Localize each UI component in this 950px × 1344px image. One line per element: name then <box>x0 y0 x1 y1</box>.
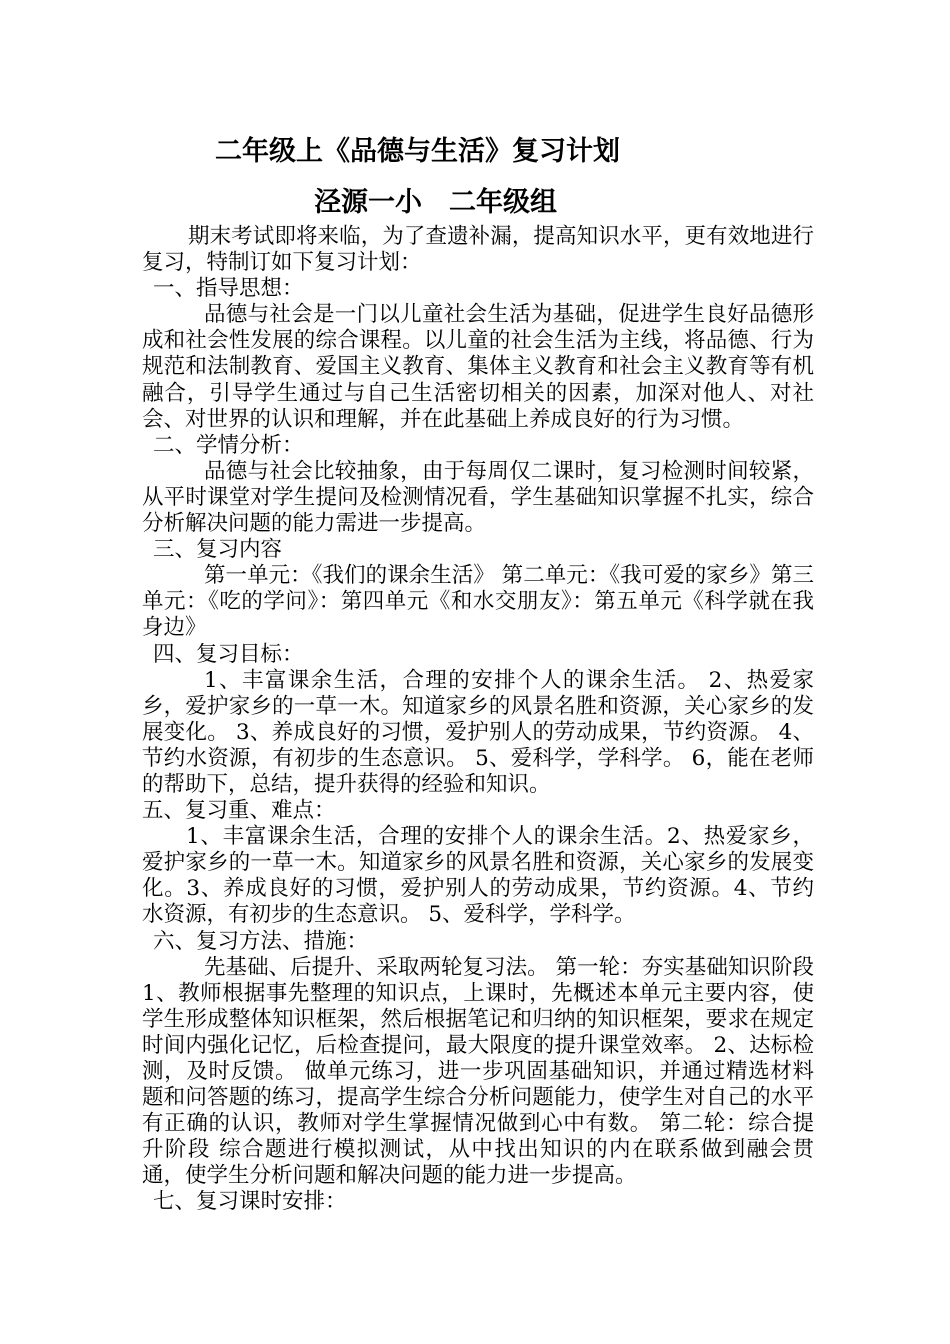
section-text-student-analysis: 品德与社会比较抽象，由于每周仅二课时，复习检测时间较紧，从平时课堂对学生提问及检测情况看，学生基础知识掌握不扎实，综合分析解决问题的能力需进一步提高。 <box>142 458 814 537</box>
section-heading-schedule: 七、复习课时安排： <box>153 1189 347 1215</box>
section-heading-guiding-idea: 一、指导思想： <box>153 276 304 302</box>
section-text-methods: 先基础、后提升、采取两轮复习法。 第一轮：夯实基础知识阶段 1、教师根据事先整理的知识点，上课时，先概述本单元主要内容，使学生形成整体知识框架，然后根据笔记和归纳的知识框架，要求在规定时间内强化记忆，后检查提问，最大限度的提升课堂效率。 2、达标检测，及时反馈。 做单元练习，进一步巩固基础知识，并通过精选材料题和问答题的练习，提高学生综合分析问题能力，使学生对自己的水平有正确的认识，教师对学生掌握情况做到心中有数。 第二轮：综合提升阶段 综合题进行模拟测试，从中找出知识的内在联系做到融会贯通，使学生分析问题和解决问题的能力进一步提高。 <box>142 954 814 1189</box>
document-title: 二年级上《品德与生活》复习计划 <box>215 136 620 167</box>
section-text-review-goals: 1、丰富课余生活，合理的安排个人的课余生活。 2、热爱家乡，爱护家乡的一草一木。知道家乡的风景名胜和资源，关心家乡的发展变化。 3、养成良好的习惯，爱护别人的劳动成果，节约资源。 4、节约水资源，有初步的生态意识。 5、爱科学，学科学。 6，能在老师的帮助下，总结，提升获得的经验和知识。 <box>142 667 814 797</box>
section-text-review-content: 第一单元：《我们的课余生活》 第二单元：《我可爱的家乡》第三单元：《吃的学问》：第四单元《和水交朋友》：第五单元《科学就在我身边》 <box>142 563 814 641</box>
section-heading-review-goals: 四、复习目标： <box>153 641 304 667</box>
section-heading-review-content: 三、复习内容 <box>153 537 283 563</box>
document-body <box>142 224 814 1216</box>
section-heading-student-analysis: 二、学情分析： <box>153 432 304 458</box>
section-text-guiding-idea: 品德与社会是一门以儿童社会生活为基础，促进学生良好品德形成和社会性发展的综合课程。以儿童的社会生活为主线，将品德、行为规范和法制教育、爱国主义教育、集体主义教育和社会主义教育等有机融合，引导学生通过与自己生活密切相关的因素，加深对他人、对社会、对世界的认识和理解，并在此基础上养成良好的行为习惯。 <box>142 302 814 432</box>
section-text-key-points: 1、丰富课余生活，合理的安排个人的课余生活。2、热爱家乡，爱护家乡的一草一木。知道家乡的风景名胜和资源，关心家乡的发展变化。3、养成良好的习惯，爱护别人的劳动成果，节约资源。4、节约水资源，有初步的生态意识。 5、爱科学，学科学。 <box>142 824 814 928</box>
intro-paragraph: 期末考试即将来临，为了查遗补漏，提高知识水平，更有效地进行复习，特制订如下复习计划： <box>142 224 814 276</box>
section-heading-key-points: 五、复习重、难点： <box>142 798 336 824</box>
section-heading-methods: 六、复习方法、措施： <box>153 928 369 954</box>
document-subtitle: 泾源一小 二年级组 <box>314 187 557 218</box>
